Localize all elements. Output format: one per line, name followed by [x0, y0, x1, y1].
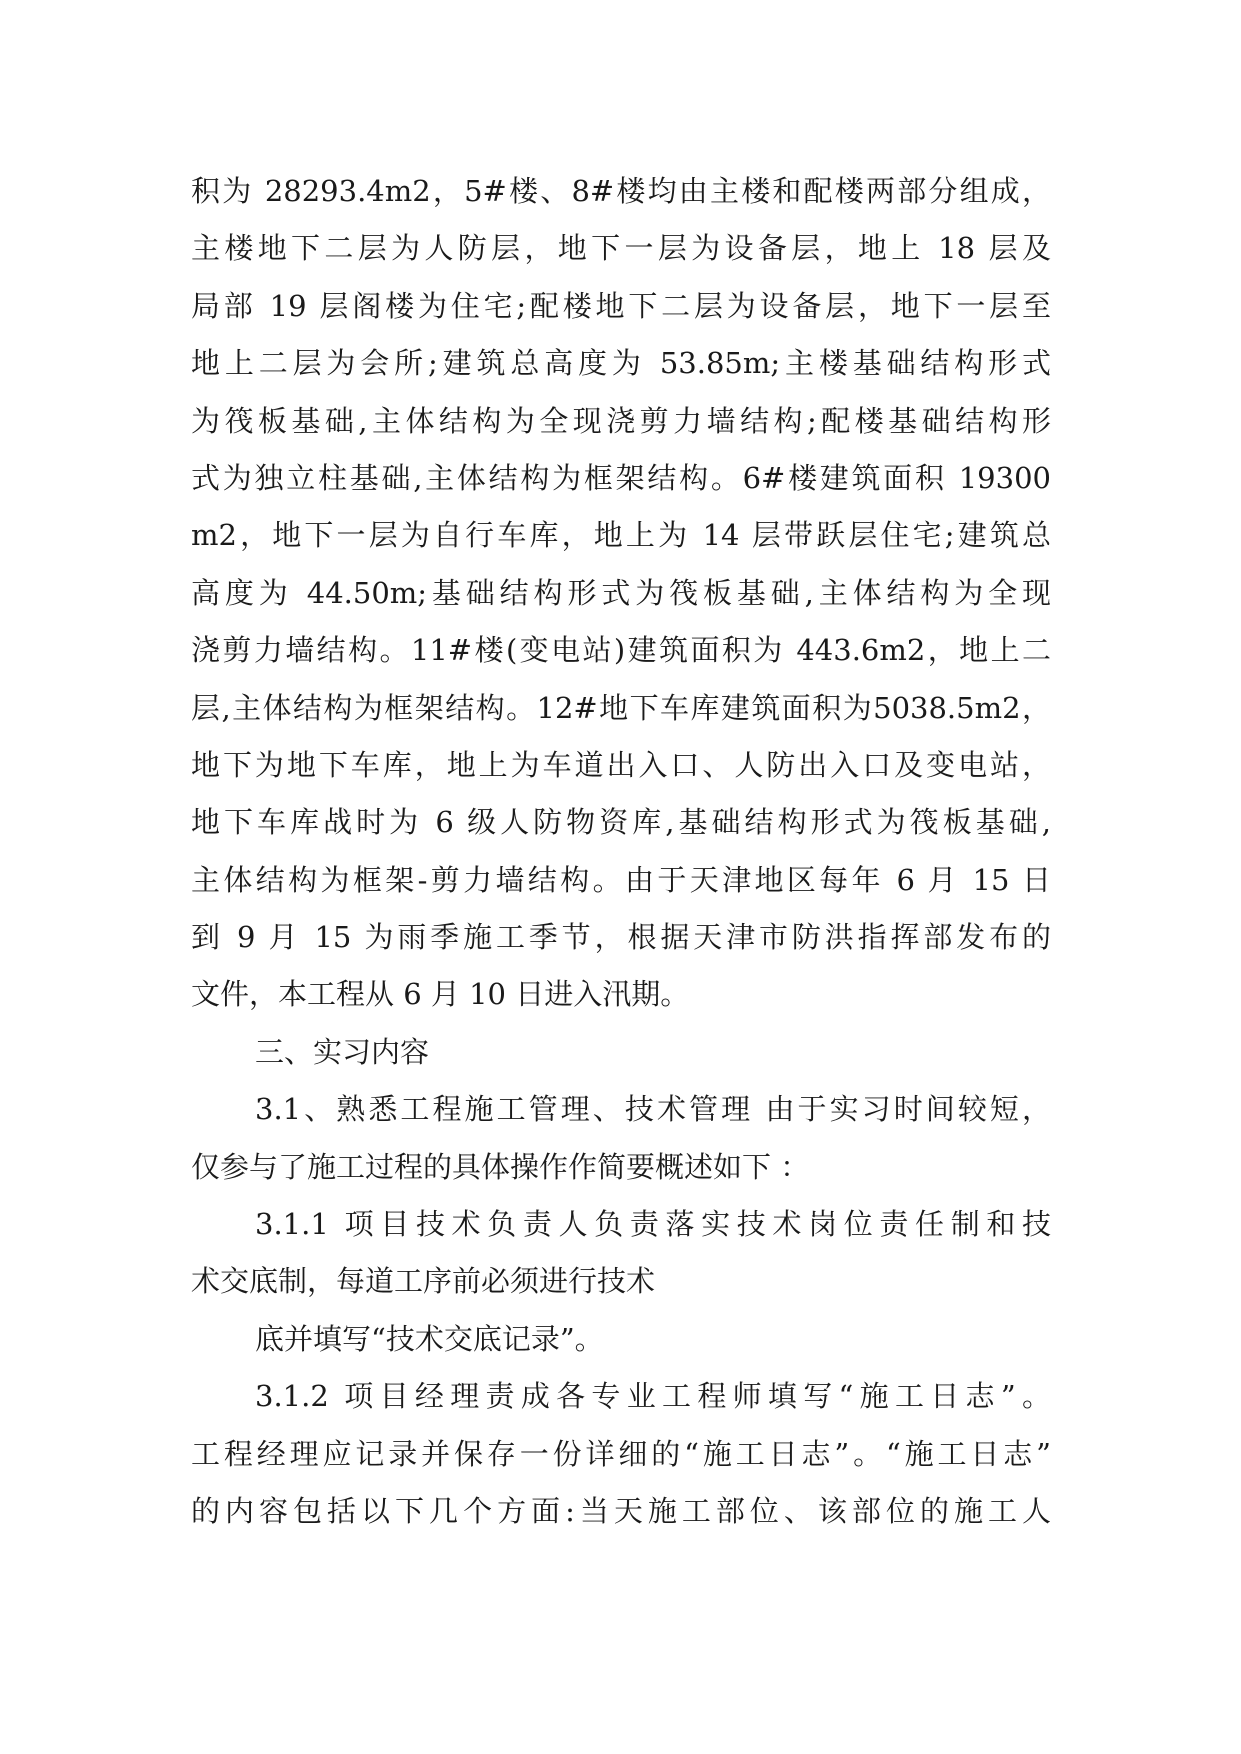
text-line: 术交底制，每道工序前必须进行技术: [191, 1264, 656, 1299]
text-line: 主体结构为框架-剪力墙结构。由于天津地区每年 6 月 15 日: [191, 862, 1051, 897]
text-line: 地上二层为会所;建筑总高度为 53.85m;主楼基础结构形式: [191, 346, 1051, 381]
text-line: 高度为 44.50m;基础结构形式为筏板基础,主体结构为全现: [191, 575, 1051, 610]
text-line: 地下为地下车库，地上为车道出入口、人防出入口及变电站，: [191, 747, 1051, 782]
text-line: 3.1、熟悉工程施工管理、技术管理 由于实习时间较短，: [255, 1092, 1051, 1127]
text-line: 仅参与了施工过程的具体操作作简要概述如下 ：: [191, 1149, 810, 1184]
text-line: 3.1.1 项目技术负责人负责落实技术岗位责任制和技: [255, 1207, 1051, 1242]
text-line: 为筏板基础,主体结构为全现浇剪力墙结构;配楼基础结构形: [191, 403, 1051, 438]
text-line: 文件，本工程从 6 月 10 日进入汛期。: [191, 977, 690, 1012]
text-line: 地下车库战时为 6 级人防物资库,基础结构形式为筏板基础,: [191, 805, 1051, 840]
document-body: [191, 163, 1051, 1540]
text-line: 到 9 月 15 为雨季施工季节，根据天津市防洪指挥部发布的: [191, 920, 1051, 955]
text-line: 主楼地下二层为人防层，地下一层为设备层，地上 18 层及: [191, 231, 1051, 266]
text-line: 积为 28293.4m2，5#楼、8#楼均由主楼和配楼两部分组成，: [191, 174, 1051, 208]
text-line: 局部 19 层阁楼为住宅;配楼地下二层为设备层，地下一层至: [191, 288, 1051, 323]
text-line: 浇剪力墙结构。11#楼(变电站)建筑面积为 443.6m2，地上二: [191, 633, 1051, 668]
text-line: m2，地下一层为自行车库，地上为 14 层带跃层住宅;建筑总: [191, 518, 1051, 553]
text-line: 底并填写“技术交底记录”。: [255, 1321, 604, 1356]
text-line: 工程经理应记录并保存一份详细的“施工日志”。“施工日志”: [191, 1436, 1051, 1471]
section-heading: 三、实习内容: [255, 1034, 430, 1069]
text-line: 式为独立柱基础,主体结构为框架结构。6#楼建筑面积 19300: [191, 460, 1051, 495]
text-line: 的内容包括以下几个方面:当天施工部位、该部位的施工人: [191, 1493, 1051, 1528]
text-line: 3.1.2 项目经理责成各专业工程师填写“施工日志”。: [255, 1379, 1051, 1414]
text-line: 层,主体结构为框架结构。12#地下车库建筑面积为5038.5m2，: [191, 690, 1051, 725]
